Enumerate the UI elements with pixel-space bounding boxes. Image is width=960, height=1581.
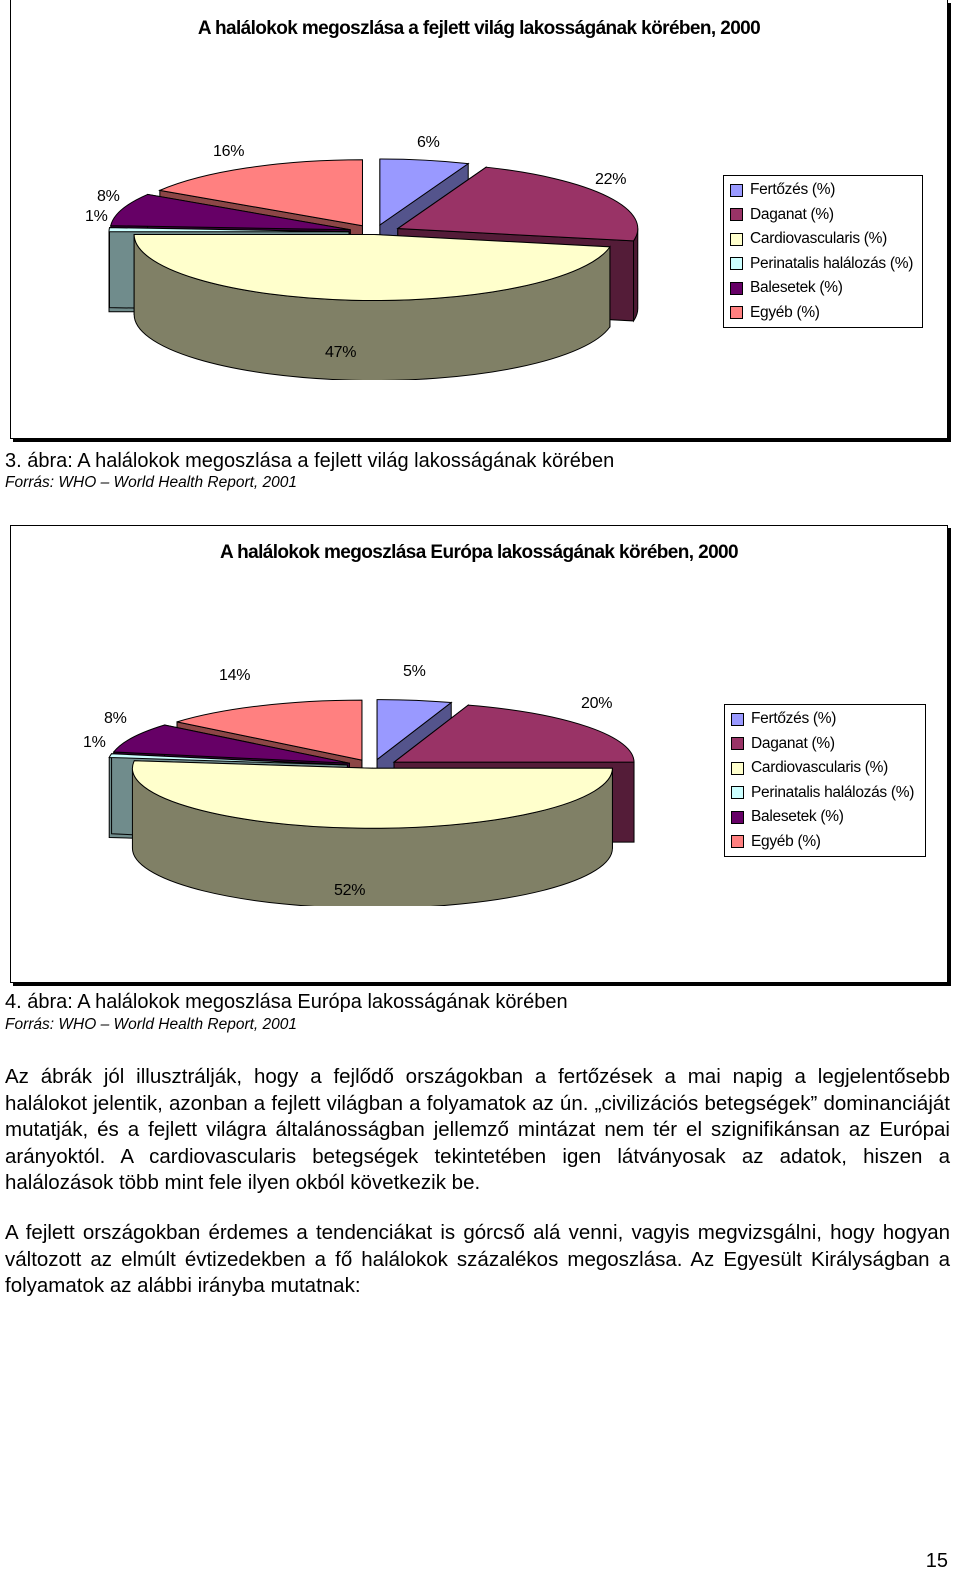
legend-item xyxy=(731,805,919,830)
legend-label: Daganat (%) xyxy=(750,205,834,223)
legend-item xyxy=(731,707,919,732)
legend-swatch xyxy=(731,786,744,799)
legend-label: Perinatalis halálozás (%) xyxy=(751,783,915,801)
legend-swatch xyxy=(731,737,744,750)
figure-caption: 3. ábra: A halálokok megoszlása a fejlett világ lakosságának körében xyxy=(5,450,615,472)
legend-item xyxy=(731,756,919,781)
legend-label: Fertőzés (%) xyxy=(751,710,837,728)
data-label-egyeb: 16% xyxy=(213,143,245,160)
legend-swatch xyxy=(731,835,744,848)
legend-item xyxy=(730,203,916,228)
legend-label: Perinatalis halálozás (%) xyxy=(750,254,914,272)
data-label-balesetek: 8% xyxy=(104,710,127,727)
legend-swatch xyxy=(731,713,744,726)
legend-swatch xyxy=(731,762,744,775)
legend-label: Balesetek (%) xyxy=(750,279,843,297)
data-label-cardiovascularis: 52% xyxy=(334,882,366,899)
legend-item xyxy=(730,301,916,326)
data-label-daganat: 22% xyxy=(595,171,627,188)
legend-swatch xyxy=(730,208,743,221)
data-label-fertozes: 6% xyxy=(417,134,440,151)
data-label-balesetek: 8% xyxy=(97,188,120,205)
legend-label: Egyéb (%) xyxy=(750,303,820,321)
chart-europe xyxy=(10,525,948,983)
legend-swatch xyxy=(730,306,743,319)
page-number: 15 xyxy=(925,1550,948,1572)
figure-source: Forrás: WHO – World Health Report, 2001 xyxy=(5,474,298,491)
legend xyxy=(723,175,923,328)
data-label-daganat: 20% xyxy=(581,695,613,712)
figure-caption: 4. ábra: A halálokok megoszlása Európa lakosságának körében xyxy=(5,991,568,1013)
data-label-perinatalis: 1% xyxy=(83,734,106,751)
data-label-egyeb: 14% xyxy=(219,667,251,684)
data-label-fertozes: 5% xyxy=(403,663,426,680)
chart-title: A halálokok megoszlása a fejlett világ lakosságának körében, 2000 xyxy=(197,18,761,39)
legend-item xyxy=(730,276,916,301)
legend-swatch xyxy=(730,233,743,246)
legend-label: Cardiovascularis (%) xyxy=(751,759,888,777)
body-paragraph: Az ábrák jól illusztrálják, hogy a fejlődő országokban a fertőzések a mai napig a legjelentősebb halálokot jelentik, azonban a fejlett világban a folyamatok az ún. „civilizációs betegségek” dominanciáját mutatják, és a fejlett világra általánosságban jellemző mintázat nem tér el szignifikánsan az Európai arányoktól. A cardiovascularis betegségek tekintetében igen látványosak az adatok, hiszen a halálozások több mint fele ilyen okból következik be. xyxy=(5,1065,950,1194)
pie-slice-wall xyxy=(634,229,638,321)
legend-item xyxy=(730,227,916,252)
legend-swatch xyxy=(730,257,743,270)
body-paragraph: A fejlett országokban érdemes a tendenciákat is górcső alá venni, vagyis megvizsgálni, hogy hogyan változott az elmúlt évtizedekben a fő halálokok százalékos megoszlása. Az Egyesült Királyságban a folyamatok az alábbi irányba mutatnak: xyxy=(5,1221,950,1297)
legend-item xyxy=(731,781,919,806)
legend xyxy=(724,704,926,857)
pie-slice-cardiovascularis xyxy=(132,761,612,906)
data-label-cardiovascularis: 47% xyxy=(325,344,357,361)
legend-swatch xyxy=(731,811,744,824)
legend-swatch xyxy=(730,184,743,197)
data-label-perinatalis: 1% xyxy=(85,208,108,225)
legend-label: Fertőzés (%) xyxy=(750,181,836,199)
legend-item xyxy=(731,732,919,757)
chart-title: A halálokok megoszlása Európa lakosságának körében, 2000 xyxy=(220,542,738,563)
legend-item xyxy=(730,178,916,203)
legend-label: Egyéb (%) xyxy=(751,832,821,850)
pie-slice-cardiovascularis xyxy=(134,234,610,380)
legend-label: Daganat (%) xyxy=(751,734,835,752)
figure-source: Forrás: WHO – World Health Report, 2001 xyxy=(5,1016,298,1033)
legend-item xyxy=(731,830,919,855)
legend-swatch xyxy=(730,282,743,295)
chart-developed-world xyxy=(10,0,948,439)
legend-label: Balesetek (%) xyxy=(751,808,844,826)
legend-item xyxy=(730,252,916,277)
legend-label: Cardiovascularis (%) xyxy=(750,230,887,248)
